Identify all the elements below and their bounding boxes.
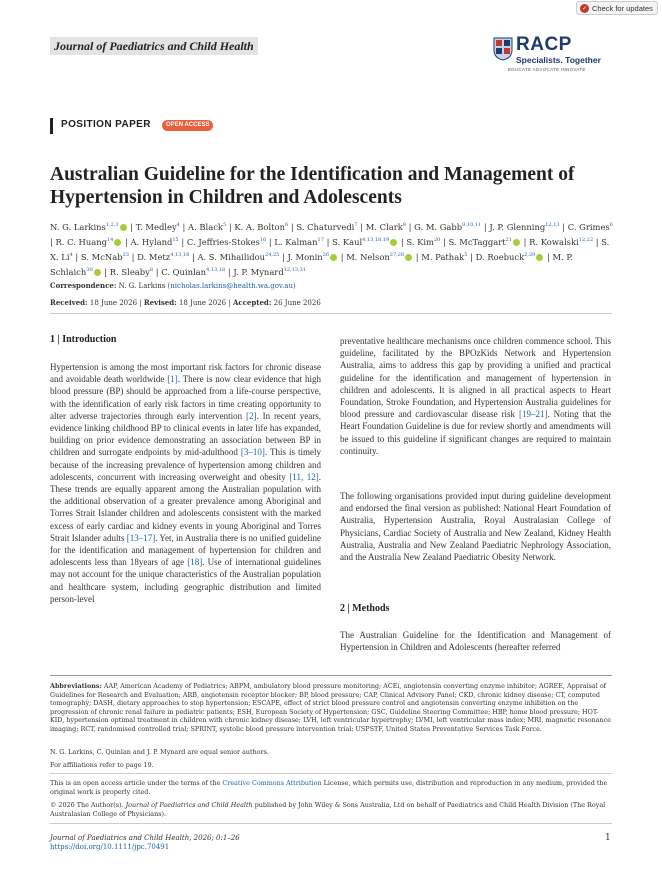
- revised-date: 18 June 2026: [178, 299, 227, 307]
- article-type: POSITION PAPER: [61, 119, 151, 130]
- author-name[interactable]: J. P. Mynard: [233, 267, 284, 278]
- crossmark-icon: ✓: [581, 5, 588, 12]
- author-affiliation[interactable]: 12,13: [545, 222, 560, 228]
- copyright-pre: © 2026 The Author(s).: [50, 801, 126, 809]
- orcid-icon[interactable]: [536, 254, 543, 261]
- paragraph-text: . In recent years, evidence linking childhood BP to clinical events in later life has expanded, building on prior evidence demonstrating an association between BP in children and surrogate endpoints by mid-adulthood: [50, 410, 322, 458]
- author-name[interactable]: L. Kalman: [274, 236, 318, 247]
- open-access-badge: OPEN ACCESS: [162, 120, 213, 131]
- author-name[interactable]: M. P. Schlaich: [50, 251, 573, 278]
- author-separator: |: [153, 267, 162, 278]
- paragraph-text: . Noting that the Heart Foundation Guideline is due for review shortly and amendments will be issued to this guideline if significant changes are required to maintain continuity.: [340, 409, 611, 456]
- author-affiliation[interactable]: 20: [434, 237, 441, 244]
- author-separator: |: [266, 236, 275, 247]
- footer-citation: Journal of Paediatrics and Child Health, 2026; 0:1–26: [50, 834, 240, 842]
- author-separator: |: [405, 221, 415, 232]
- methods-paragraph: The Australian Guideline for the Identification and Management of Hypertension in Children and Adolescents (hereafter referred: [340, 630, 611, 653]
- author-separator: |: [189, 251, 198, 262]
- author-separator: |: [288, 221, 297, 232]
- orcid-icon[interactable]: [405, 254, 412, 261]
- affiliation-note: For affiliations refer to page 19.: [50, 761, 154, 769]
- author-affiliation[interactable]: 12,22: [578, 237, 594, 244]
- racp-tag-b: Together: [565, 55, 601, 65]
- author-name[interactable]: S. McTaggart: [448, 236, 506, 247]
- received-date: 18 June 2026: [89, 299, 138, 307]
- introduction-paragraph: [50, 361, 321, 605]
- author-affiliation[interactable]: 15: [172, 237, 179, 244]
- author-affiliation[interactable]: 26: [322, 252, 330, 259]
- orcid-icon[interactable]: [513, 239, 520, 246]
- author-affiliation[interactable]: 6: [284, 222, 289, 228]
- author-name[interactable]: S. X. Li: [50, 236, 610, 262]
- author-separator: |: [520, 236, 530, 247]
- paragraph-text: . Use of international guidelines may not account for the unique characteristics of the Australian population and healthcare system, including geographic distribution and limited person-level: [50, 557, 321, 604]
- author-affiliation[interactable]: 2,29: [524, 252, 536, 259]
- author-name[interactable]: K. A. Bolton: [234, 221, 285, 232]
- author-affiliation[interactable]: 17: [317, 237, 324, 244]
- check-for-updates-label: Check for updates: [592, 3, 653, 13]
- author-name[interactable]: J. P. Glenning: [489, 221, 546, 232]
- author-separator: |: [178, 236, 187, 247]
- author-separator: |: [122, 236, 131, 247]
- author-separator: |: [357, 221, 366, 232]
- author-affiliation[interactable]: 4,13,18,19: [362, 237, 390, 244]
- author-separator: |: [225, 267, 234, 278]
- author-name[interactable]: M. Pathak: [421, 251, 465, 262]
- author-name[interactable]: C. Jeffries-Stokes: [186, 236, 260, 247]
- author-separator: |: [127, 221, 136, 232]
- racp-subtitle: EDUCATE ADVOCATE INNOVATE: [508, 67, 586, 72]
- license-pre: This is an open access article under the terms of the: [50, 779, 223, 787]
- paragraph-text: . These trends are equally apparent among the Australian population with the additional observation of a greater prevalence among Aboriginal and Torres Strait Islander children and adolescents consistent with the marked excess of early cardiac and kidney events in young Aboriginal and Torres Strait Islander adults: [50, 471, 321, 543]
- copyright-journal: Journal of Paediatrics and Child Health: [125, 801, 253, 809]
- racp-crest-icon: [493, 37, 513, 61]
- article-dates: [50, 298, 321, 307]
- paragraph-text: Hypertension is among the most important risk factors for chronic disease and avoidable death worldwide: [50, 362, 321, 385]
- author-separator: |: [481, 221, 490, 232]
- author-name[interactable]: S. Kim: [406, 236, 434, 247]
- author-affiliation[interactable]: 8: [402, 222, 406, 228]
- author-name[interactable]: S. McNab: [80, 251, 123, 262]
- citation-link[interactable]: [18]: [187, 557, 203, 568]
- author-name[interactable]: A. S. Mihailidou: [197, 251, 266, 262]
- author-separator: |: [72, 251, 81, 262]
- abbreviations-label: Abbreviations:: [50, 682, 102, 690]
- racp-tag-a: Specialists.: [516, 55, 563, 65]
- revised-label: Revised:: [143, 298, 177, 307]
- abbreviations-text: AAP, American Academy of Pediatrics; ABPM, ambulatory blood pressure monitoring; ACEi, angiotensin converting enzyme inhibitor; AGREE, Appraisal of Guidelines for Research and Evaluation; ARB, angiotensin receptor blocker; BP, blood pressure; CAP, Clinical Advisory Panel; CKD, chronic kidney disease; CT, computed tomography; DASH, dietary approaches to stop hypertension; ESCAPE, effect of strict blood pressure control and angiotensin converting enzyme inhibition on the progression of chronic renal failure in pediatric patients; ESH, European Society of Hypertension; GSC, Guideline Steering Committee; HBP, home blood pressure; HOT-KID, hypertension optimal treatment in children with chronic kidney disease; LVH, left ventricular hypertrophy; LVMI, left ventricular mass index; MRI, magnetic resonance imaging; RCT, randomised controlled trial; SPRINT, systolic blood pressure intervention trial; USPSTF, United States Preventative Services Task Force.: [50, 682, 611, 733]
- author-name[interactable]: A. Hyland: [130, 236, 173, 247]
- author-separator: |: [559, 221, 568, 232]
- author-name[interactable]: J. Monin: [287, 251, 323, 262]
- author-name[interactable]: C. Quinlan: [161, 267, 207, 278]
- orcid-icon[interactable]: [114, 239, 121, 246]
- author-affiliation[interactable]: 14: [107, 237, 114, 244]
- author-separator: |: [226, 221, 235, 232]
- author-affiliation[interactable]: 7: [354, 222, 358, 228]
- author-name[interactable]: R. Kowalski: [529, 236, 579, 247]
- citation-link[interactable]: [13–17]: [126, 532, 156, 543]
- section-heading-introduction: 1 | Introduction: [50, 334, 117, 345]
- author-affiliation[interactable]: 5: [464, 252, 468, 259]
- author-affiliation[interactable]: 5: [222, 222, 227, 228]
- author-affiliation[interactable]: 23: [122, 252, 129, 259]
- author-name[interactable]: G. M. Gabb: [414, 221, 463, 232]
- author-separator: |: [413, 251, 422, 262]
- author-affiliation[interactable]: 1,2,3: [105, 222, 119, 228]
- correspondence-label: Correspondence:: [50, 281, 117, 290]
- orcid-icon[interactable]: [94, 269, 101, 276]
- accepted-label: Accepted:: [232, 298, 272, 307]
- author-affiliation[interactable]: 4,13,18: [170, 252, 190, 259]
- author-name[interactable]: S. Chaturvedi: [296, 221, 355, 232]
- author-separator: |: [338, 251, 347, 262]
- author-affiliation[interactable]: 24,25: [265, 252, 280, 259]
- author-separator: |: [50, 236, 56, 247]
- author-separator: |: [101, 267, 110, 278]
- copyright-post: published by John Wiley & Sons Australia, Ltd on behalf of Paediatrics and Child Health Division (The Royal Australasian College of Physicians).: [50, 801, 606, 818]
- article-title: Australian Guideline for the Identification and Management of Hypertension in Children and Adolescents: [50, 164, 575, 208]
- divider: [50, 675, 612, 676]
- author-affiliation[interactable]: 30: [86, 267, 93, 274]
- orcid-icon[interactable]: [390, 239, 397, 246]
- cc-license-link[interactable]: Creative Commons Attribution: [222, 779, 322, 787]
- author-separator: |: [279, 251, 288, 262]
- author-separator: |: [398, 236, 407, 247]
- author-separator: |: [179, 221, 189, 232]
- divider: [50, 823, 612, 824]
- correspondence-email-link[interactable]: (nicholas.larkins@health.wa.gov.au): [167, 282, 296, 290]
- citation-link[interactable]: [1]: [167, 374, 178, 385]
- author-name[interactable]: T. Medley: [135, 221, 177, 232]
- author-separator: |: [544, 251, 553, 262]
- paragraph-text: . This is timely because of the increasing prevalence of hypertension among children and adolescents, concurrent with increasing overweight and obesity: [50, 447, 321, 482]
- license-post: License, which permits use, distribution and reproduction in any medium, provided the original work is properly cited.: [50, 779, 608, 796]
- footer-doi-link[interactable]: https://doi.org/10.1111/jpc.70491: [50, 843, 170, 851]
- author-name[interactable]: A. Black: [188, 221, 223, 232]
- author-affiliation[interactable]: 4,13,18: [206, 267, 226, 274]
- author-affiliation[interactable]: 4: [176, 222, 180, 228]
- author-name[interactable]: R. C. Huang: [55, 236, 107, 247]
- citation-link[interactable]: [11, 12]: [289, 471, 319, 482]
- author-separator: |: [593, 236, 602, 247]
- author-list: [50, 219, 615, 279]
- date-separator: |: [228, 299, 233, 307]
- author-name[interactable]: M. Clark: [365, 221, 403, 232]
- author-affiliation[interactable]: 9,10,11: [462, 222, 482, 228]
- author-name[interactable]: D. Roebuck: [475, 251, 525, 262]
- author-name[interactable]: R. Sleaby: [109, 267, 150, 278]
- article-type-bar: [50, 118, 53, 134]
- page-number: 1: [605, 833, 611, 843]
- senior-author-note: N. G. Larkins, C. Quinlan and J. P. Mynard are equal senior authors.: [50, 748, 269, 756]
- orcid-icon[interactable]: [330, 254, 337, 261]
- copyright-note: [50, 801, 612, 818]
- correspondence: [50, 281, 296, 290]
- racp-name: RACP: [516, 34, 572, 55]
- author-separator: |: [440, 236, 449, 247]
- author-name[interactable]: D. Metz: [137, 251, 171, 262]
- author-separator: |: [467, 251, 476, 262]
- paragraph-text: . Yet, in Australia there is no unified guideline for the identification and management of hypertension for children and adolescents less than 18years of age: [50, 532, 321, 568]
- paragraph-text: . There is now clear evidence that high blood pressure (BP) should be approached from a life-course perspective, with the identification of early risk factors in time creating opportunity to alter adverse trajectories through early intervention: [50, 374, 321, 421]
- racp-tagline: [516, 55, 601, 65]
- journal-banner: Journal of Paediatrics and Child Health: [50, 37, 258, 55]
- check-for-updates-button[interactable]: [576, 1, 658, 15]
- endorsement-paragraph: The following organisations provided input during guideline development and endorsed the final version as published: National Heart Foundation of Australia, Hypertension Australia, Royal Australasian College of Physicians, Cardiac Society of Australia and New Zealand, Kidney Health Australia, Australia and New Zealand Paediatric Nephrology Association, and the Australia New Zealand Paediatric Obesity Network.: [340, 491, 611, 563]
- paragraph-text: preventative healthcare mechanisms once children commence school. This guideline, facilitated by the BPOzKids Network and Hypertension Australia, aims to address this gap by providing a unified and practical guideline for the identification and management of hypertension in children and adolescents. It is aligned in all practical aspects to Heart Foundation, Stroke Foundation, and Hypertension Australia guidelines for blood pressure and cardiovascular disease risk: [340, 336, 611, 420]
- correspondence-name: N. G. Larkins: [118, 282, 166, 290]
- abbreviations: [50, 682, 612, 734]
- author-name[interactable]: N. G. Larkins: [50, 221, 106, 232]
- divider: [50, 313, 612, 314]
- orcid-icon[interactable]: [120, 224, 127, 231]
- author-affiliation[interactable]: 6: [609, 222, 613, 228]
- license-note: [50, 779, 612, 796]
- author-affiliation[interactable]: 4: [69, 252, 73, 259]
- received-label: Received:: [50, 298, 88, 307]
- date-separator: |: [139, 299, 144, 307]
- author-name[interactable]: M. Nelson: [346, 251, 390, 262]
- citation-link[interactable]: [2]: [246, 410, 257, 421]
- citation-link[interactable]: [19–21]: [518, 409, 548, 420]
- introduction-paragraph-continued: [340, 335, 611, 457]
- author-affiliation[interactable]: 16: [259, 237, 267, 244]
- author-name[interactable]: S. Kaul: [332, 236, 363, 247]
- author-affiliation[interactable]: 12,13,31: [283, 267, 306, 274]
- section-heading-methods: 2 | Methods: [340, 603, 390, 614]
- author-name[interactable]: C. Grimes: [567, 221, 610, 232]
- divider: [50, 773, 612, 774]
- author-affiliation[interactable]: 21: [505, 237, 512, 244]
- accepted-date: 26 June 2026: [273, 299, 321, 307]
- author-separator: |: [128, 251, 138, 262]
- citation-link[interactable]: [3–10]: [240, 447, 265, 458]
- author-separator: |: [323, 236, 333, 247]
- author-affiliation[interactable]: 27,28: [389, 252, 405, 259]
- author-affiliation[interactable]: 8: [149, 267, 154, 274]
